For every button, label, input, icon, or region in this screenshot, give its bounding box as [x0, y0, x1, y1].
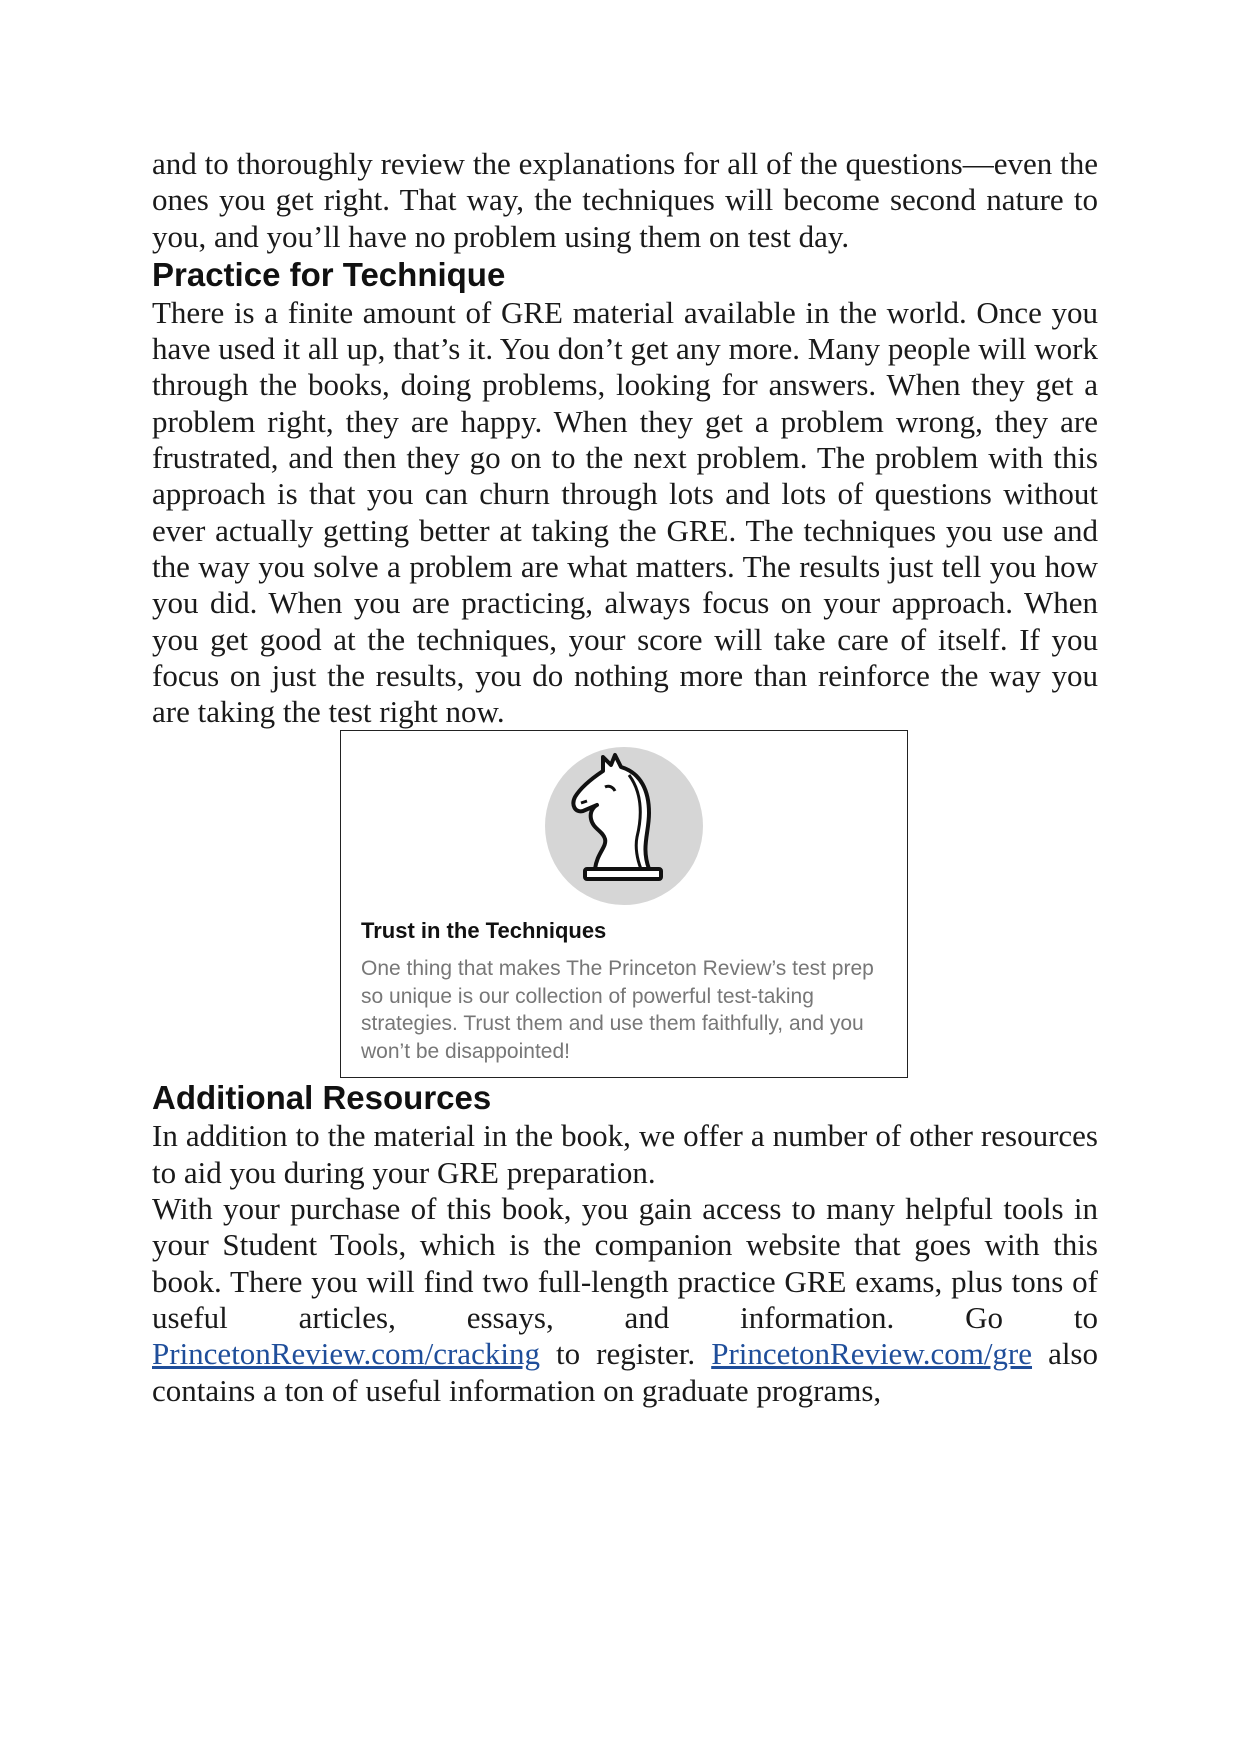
resources-text-2: to register. [539, 1336, 712, 1372]
practice-paragraph: There is a finite amount of GRE material available in the world. Once you have used it all up, that’s it. You don’t get any more. Many people will work through the books, doing problems, looking for answers. When they get a problem right, they are happy. When they get a problem wrong, they are frustrated, and then they go on to the next problem. The problem with this approach is that you can churn through lots and lots of questions without ever actually getting better at taking the GRE. The techniques you use and the way you solve a problem are what matters. The results just tell you how you did. When you are practicing, always focus on your approach. When you get good at the techniques, your score will take care of itself. If you focus on just the results, you do nothing more than reinforce the way you are taking the test right now. [152, 294, 1098, 730]
page-content [152, 146, 1098, 1409]
resources-paragraph-2 [152, 1191, 1098, 1409]
sidebar-text: One thing that makes The Princeton Review’s test prep so unique is our collection of powerful test-taking strategies. Trust them and use them faithfully, and you won’t be disappointed! [361, 957, 874, 1063]
sidebar-title: Trust in the Techniques [361, 918, 607, 944]
resources-heading: Additional Resources [152, 1079, 492, 1117]
gre-link[interactable]: PrincetonReview.com/gre [711, 1336, 1033, 1372]
tip-sidebar-box [340, 730, 908, 1078]
resources-paragraph-1: In addition to the material in the book, we offer a number of other resources to aid you during your GRE preparation. [152, 1118, 1098, 1190]
resources-text-1: With your purchase of this book, you gain access to many helpful tools in your Student Tools, which is the companion website that goes with this book. There you will find two full-length practice GRE exams, plus tons of useful articles, essays, and information. Go to [152, 1191, 1098, 1335]
chess-knight-icon [545, 747, 703, 905]
intro-paragraph: and to thoroughly review the explanations for all of the questions—even the ones you get right. That way, the techniques will become second nature to you, and you’ll have no problem using them on test day. [152, 146, 1098, 254]
cracking-link[interactable]: PrincetonReview.com/cracking [152, 1336, 540, 1372]
practice-heading: Practice for Technique [152, 255, 506, 293]
resources-text-3: also contains a ton of useful information on graduate programs, [152, 1336, 1098, 1408]
